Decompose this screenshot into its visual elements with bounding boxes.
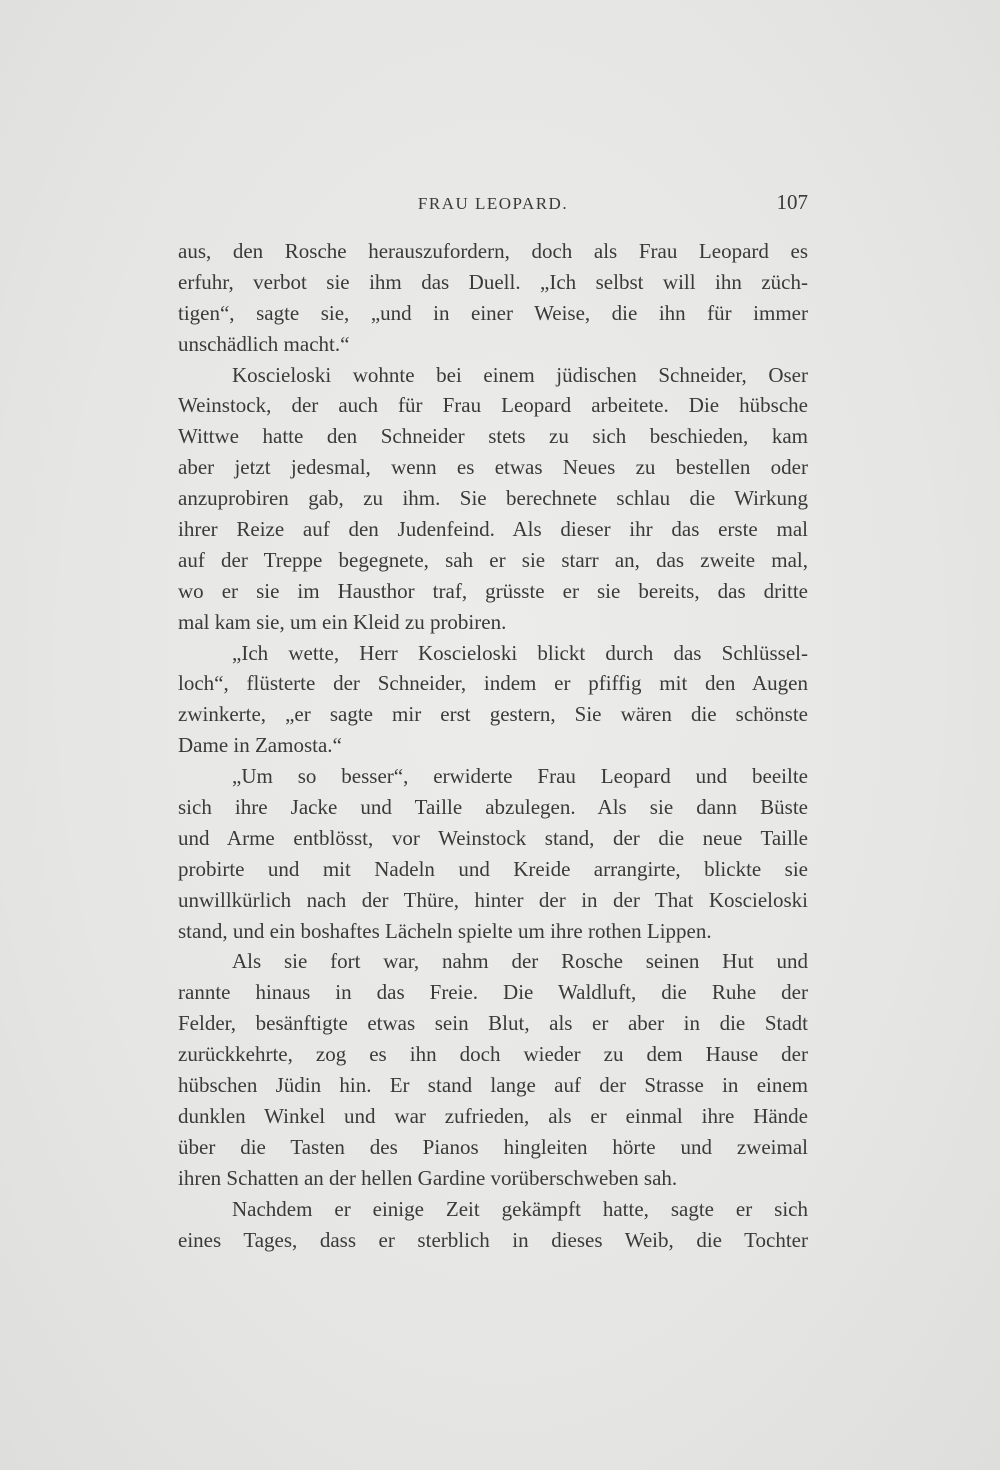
text-line: hübschen Jüdin hin. Er stand lange auf der Strasse in einem bbox=[178, 1073, 808, 1098]
text-line: Nachdem er einige Zeit gekämpft hatte, sagte er sich bbox=[232, 1196, 808, 1221]
text-line: ihren Schatten an der hellen Gardine vorüberschweben sah. bbox=[178, 1165, 678, 1190]
text-line: probirte und mit Nadeln und Kreide arrangirte, blickte sie bbox=[178, 856, 808, 881]
text-line: Wittwe hatte den Schneider stets zu sich beschieden, kam bbox=[178, 424, 808, 449]
text-line: auf der Treppe begegnete, sah er sie starr an, das zweite mal, bbox=[178, 547, 808, 572]
text-line: unschädlich macht.“ bbox=[178, 331, 350, 356]
text-line: erfuhr, verbot sie ihm das Duell. „Ich selbst will ihn züch- bbox=[178, 269, 808, 294]
text-line: unwillkürlich nach der Thüre, hinter der in der That Koscieloski bbox=[178, 887, 808, 912]
text-line: Koscieloski wohnte bei einem jüdischen Schneider, Oser bbox=[232, 362, 808, 387]
body-text bbox=[178, 236, 808, 1255]
text-line: wo er sie im Hausthor traf, grüsste er sie bereits, das dritte bbox=[178, 578, 808, 603]
text-line: „Ich wette, Herr Koscieloski blickt durch das Schlüssel- bbox=[232, 640, 808, 665]
text-line: und Arme entblösst, vor Weinstock stand, der die neue Taille bbox=[178, 825, 808, 850]
text-line: tigen“, sagte sie, „und in einer Weise, die ihn für immer bbox=[178, 300, 808, 325]
page-number: 107 bbox=[776, 190, 808, 214]
running-title: FRAU LEOPARD. bbox=[417, 194, 569, 213]
text-line: eines Tages, dass er sterblich in dieses Weib, die Tochter bbox=[178, 1227, 808, 1252]
text-line: Weinstock, der auch für Frau Leopard arbeitete. Die hübsche bbox=[178, 393, 808, 418]
text-line: „Um so besser“, erwiderte Frau Leopard und beeilte bbox=[232, 764, 808, 789]
text-line: stand, und ein boshaftes Lächeln spielte um ihre rothen Lippen. bbox=[178, 918, 712, 943]
text-line: rannte hinaus in das Freie. Die Waldluft, die Ruhe der bbox=[178, 980, 808, 1005]
text-line: zwinkerte, „er sagte mir erst gestern, Sie wären die schönste bbox=[178, 702, 808, 727]
text-line: anzuprobiren gab, zu ihm. Sie berechnete schlau die Wirkung bbox=[178, 486, 808, 511]
text-line: aus, den Rosche herauszufordern, doch als Frau Leopard es bbox=[178, 239, 808, 263]
text-line: Als sie fort war, nahm der Rosche seinen Hut und bbox=[232, 949, 808, 974]
text-line: Felder, besänftigte etwas sein Blut, als er aber in die Stadt bbox=[178, 1011, 808, 1036]
text-line: über die Tasten des Pianos hingleiten hörte und zweimal bbox=[178, 1134, 808, 1159]
text-line: mal kam sie, um ein Kleid zu probiren. bbox=[178, 609, 507, 634]
text-line: zurückkehrte, zog es ihn doch wieder zu dem Hause der bbox=[178, 1042, 808, 1067]
text-line: sich ihre Jacke und Taille abzulegen. Als sie dann Büste bbox=[178, 795, 808, 820]
text-line: Dame in Zamosta.“ bbox=[178, 733, 342, 758]
text-line: aber jetzt jedesmal, wenn es etwas Neues zu bestellen oder bbox=[178, 455, 808, 480]
text-line: loch“, flüsterte der Schneider, indem er pfiffig mit den Augen bbox=[178, 671, 808, 696]
text-line: dunklen Winkel und war zufrieden, als er einmal ihre Hände bbox=[178, 1103, 808, 1128]
text-line: ihrer Reize auf den Judenfeind. Als dieser ihr das erste mal bbox=[178, 517, 808, 542]
running-header bbox=[178, 190, 808, 220]
